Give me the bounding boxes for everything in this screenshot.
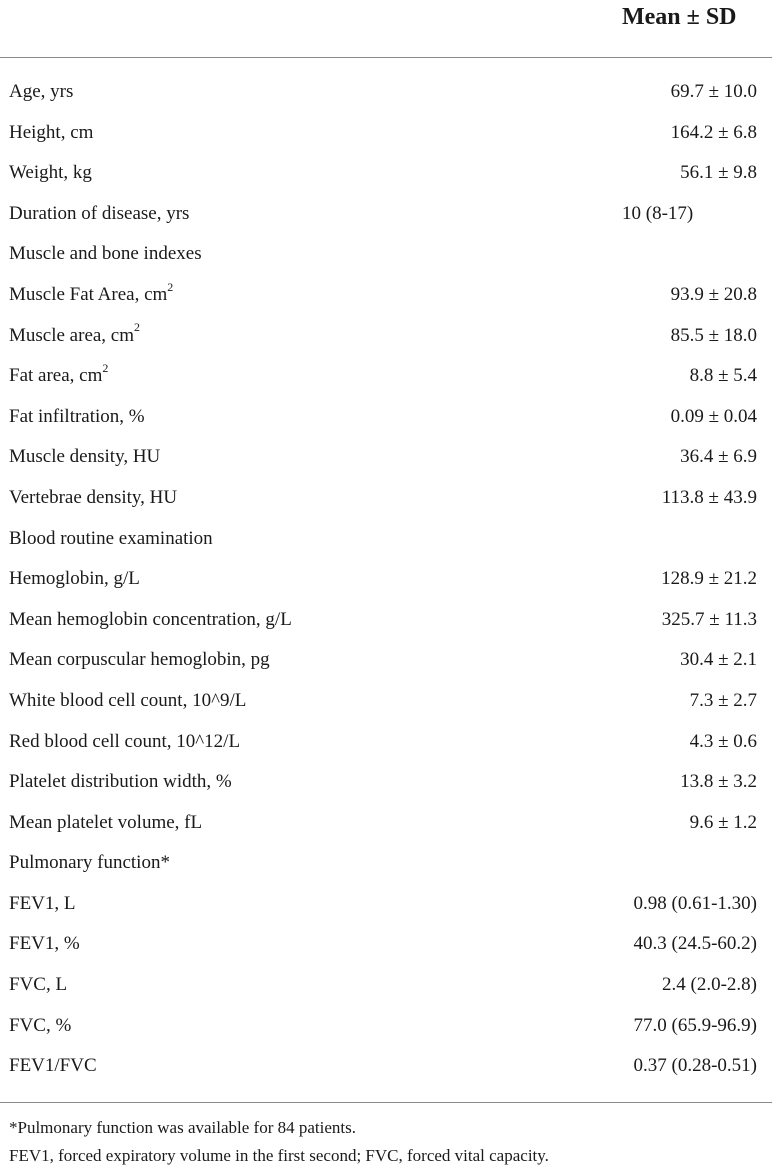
row-value: 40.3 (24.5-60.2)	[633, 933, 757, 955]
section-heading-muscle-bone	[0, 234, 772, 275]
row-label-text: Muscle Fat Area, cm	[9, 283, 168, 305]
row-value: 0.98 (0.61-1.30)	[633, 892, 757, 914]
table-row	[0, 153, 772, 194]
row-label-text: Fat area, cm	[9, 365, 103, 387]
table-row	[0, 356, 772, 397]
row-label: Age, yrs	[9, 81, 74, 102]
row-value: 164.2 ± 6.8	[670, 121, 757, 143]
row-label: Height, cm	[9, 121, 94, 143]
table-row	[0, 600, 772, 641]
row-value: 0.09 ± 0.04	[670, 405, 757, 427]
row-label	[9, 279, 174, 306]
superscript: 2	[167, 279, 174, 294]
table-body	[0, 72, 772, 1087]
row-value: 13.8 ± 3.2	[680, 771, 757, 793]
table-row	[0, 924, 772, 965]
row-value: 30.4 ± 2.1	[680, 649, 757, 671]
table-row	[0, 275, 772, 316]
row-value: 56.1 ± 9.8	[680, 162, 757, 184]
row-value: 93.9 ± 20.8	[670, 283, 757, 305]
row-value: 10 (8-17)	[622, 202, 694, 224]
row-value: 2.4 (2.0-2.8)	[662, 974, 757, 996]
header-mean-sd: Mean ± SD	[622, 4, 737, 30]
row-label-text: Muscle area, cm	[9, 324, 135, 346]
table-row	[0, 722, 772, 763]
section-label: Muscle and bone indexes	[9, 243, 202, 265]
table-row	[0, 113, 772, 154]
section-label: Blood routine examination	[9, 527, 213, 549]
row-label	[9, 360, 109, 387]
footnote-pulmonary: *Pulmonary function was available for 84 patients.	[9, 1118, 356, 1137]
table-row	[0, 316, 772, 357]
row-label: Weight, kg	[9, 162, 92, 184]
table-row	[0, 884, 772, 925]
table-footer	[0, 1102, 772, 1165]
row-label: FEV1/FVC	[9, 1055, 97, 1077]
row-label: Muscle density, HU	[9, 446, 161, 468]
superscript: 2	[102, 360, 109, 375]
table-row	[0, 194, 772, 235]
section-heading-pulmonary-function	[0, 843, 772, 884]
section-label: Pulmonary function*	[9, 852, 170, 874]
table-row	[0, 1006, 772, 1047]
table-row	[0, 762, 772, 803]
row-label	[9, 320, 141, 347]
row-label: Red blood cell count, 10^12/L	[9, 730, 241, 752]
superscript: 2	[134, 320, 141, 335]
row-label: Hemoglobin, g/L	[9, 568, 140, 590]
row-label: FEV1, %	[9, 933, 80, 955]
row-value: 36.4 ± 6.9	[680, 446, 757, 468]
table-row	[0, 640, 772, 681]
row-label: FVC, L	[9, 974, 68, 996]
row-label: White blood cell count, 10^9/L	[9, 689, 247, 711]
table-row	[0, 72, 772, 113]
table-row	[0, 559, 772, 600]
table-row	[0, 437, 772, 478]
table-row	[0, 681, 772, 722]
row-value: 8.8 ± 5.4	[689, 365, 757, 387]
row-value: 77.0 (65.9-96.9)	[633, 1014, 757, 1036]
table-row	[0, 1046, 772, 1087]
row-label: Mean platelet volume, fL	[9, 811, 203, 833]
row-value: 9.6 ± 1.2	[689, 811, 757, 833]
row-label: FVC, %	[9, 1014, 72, 1036]
table-row	[0, 478, 772, 519]
table-row	[0, 397, 772, 438]
row-value: 0.37 (0.28-0.51)	[633, 1055, 757, 1077]
section-heading-blood-routine	[0, 519, 772, 560]
row-value: 69.7 ± 10.0	[670, 81, 757, 102]
row-label: Mean hemoglobin concentration, g/L	[9, 608, 292, 630]
footnote-abbreviations: FEV1, forced expiratory volume in the first second; FVC, forced vital capacity.	[9, 1146, 549, 1165]
row-value: 113.8 ± 43.9	[661, 486, 757, 508]
row-label: Fat infiltration, %	[9, 405, 145, 427]
table-header	[0, 0, 772, 58]
row-label: Mean corpuscular hemoglobin, pg	[9, 649, 270, 671]
table-row	[0, 803, 772, 844]
row-value: 325.7 ± 11.3	[661, 608, 757, 630]
row-label: Vertebrae density, HU	[9, 486, 178, 508]
row-value: 128.9 ± 21.2	[661, 568, 757, 590]
row-value: 7.3 ± 2.7	[689, 689, 757, 711]
row-value: 4.3 ± 0.6	[689, 730, 757, 752]
table-row	[0, 965, 772, 1006]
row-value: 85.5 ± 18.0	[670, 324, 757, 346]
row-label: Duration of disease, yrs	[9, 202, 190, 224]
row-label: Platelet distribution width, %	[9, 771, 232, 793]
row-label: FEV1, L	[9, 892, 76, 914]
